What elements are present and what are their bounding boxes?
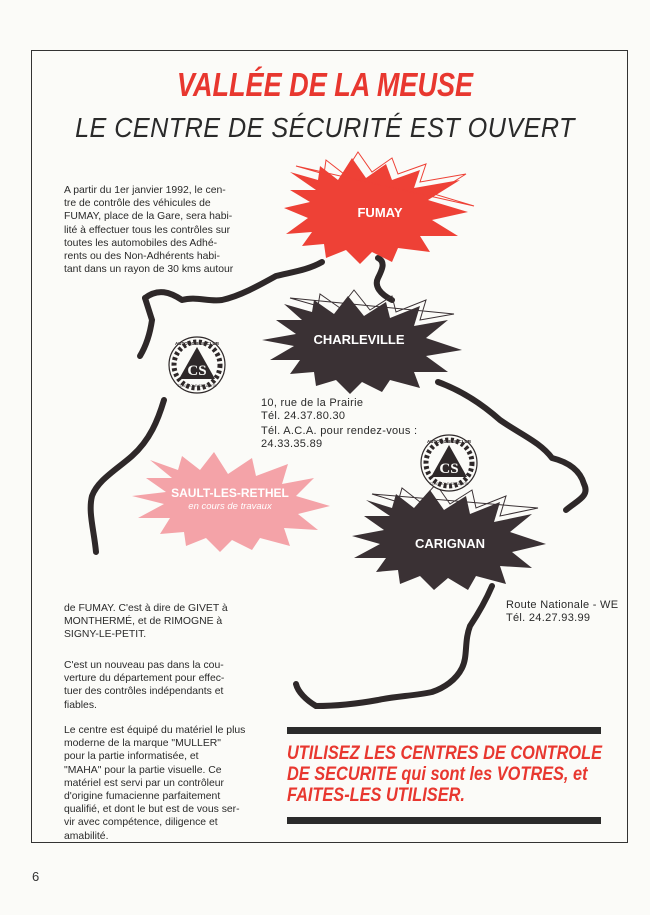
equipment-line: matériel est servi par un contrôleur [64, 777, 224, 789]
department-border [140, 298, 152, 356]
department-border [296, 586, 492, 706]
step-line: tuer des contrôles indépendants et [64, 686, 224, 698]
sault-label: SAULT-LES-RETHEL [171, 486, 289, 500]
continuation-line: MONTHERMÉ, et de RIMOGNE à [64, 616, 223, 628]
step-line: C'est un nouveau pas dans la cou- [64, 660, 224, 671]
charleville-address [261, 397, 461, 423]
page-title: VALLÉE DE LA MEUSE [176, 66, 474, 103]
equipment-line: amabilité. [64, 830, 109, 842]
equipment-line: pour la partie informatisée, et [64, 751, 199, 763]
continuation-line: SIGNY-LE-PETIT. [64, 629, 147, 641]
step-paragraph [64, 659, 248, 712]
appointment-info [261, 425, 461, 451]
callout-line: DE SECURITE qui sont les VOTRES, et [287, 764, 588, 785]
department-border [145, 262, 322, 300]
carignan-street: Route Nationale - WE [506, 599, 619, 611]
intro-line: toutes les automobiles des Adhé- [64, 237, 218, 249]
automobile-club-logo [169, 337, 225, 393]
callout-bottom-rule [287, 817, 601, 824]
callout-line: FAITES-LES UTILISER. [287, 785, 465, 806]
equipment-paragraph [64, 724, 248, 843]
equipment-line: d'origine fumacienne parfaitement [64, 791, 221, 803]
logo-ring-text: AUTOMOBILE CLUB [175, 341, 219, 346]
callout-box [287, 743, 603, 806]
intro-line: tant dans un rayon de 30 kms autour [64, 264, 234, 276]
sault-note: en cours de travaux [188, 501, 272, 512]
step-line: verture du département pour effec- [64, 673, 225, 685]
intro-line: rents ou des Non-Adhérents habi- [64, 251, 220, 263]
equipment-line: qualifié, et dont le but est de vous ser- [64, 804, 240, 816]
equipment-line: vir avec compétence, diligence et [64, 817, 218, 829]
callout-line: UTILISEZ LES CENTRES DE CONTROLE [287, 743, 603, 764]
appointment-phone: 24.33.35.89 [261, 438, 323, 450]
fumay-label: FUMAY [357, 205, 403, 220]
step-line: fiables. [64, 699, 97, 711]
equipment-line: Le centre est équipé du matériel le plus [64, 725, 246, 736]
charleville-label: CHARLEVILLE [313, 332, 405, 347]
logo-ring-text: AUTOMOBILE CLUB [427, 439, 471, 444]
equipment-line: "MAHA" pour la partie visuelle. Ce [64, 764, 222, 776]
department-border [91, 400, 164, 552]
charleville-street: 10, rue de la Prairie [261, 397, 364, 409]
carignan-address [506, 599, 626, 625]
page-number: 6 [32, 869, 40, 884]
intro-line: A partir du 1er janvier 1992, le cen- [64, 185, 226, 196]
callout-top-rule [287, 727, 601, 734]
page-subtitle: LE CENTRE DE SÉCURITÉ EST OUVERT [75, 112, 575, 143]
logo-letters: CS [439, 461, 459, 477]
logo-bottom-text: CONTROLE SECURITE [177, 384, 217, 388]
carignan-phone: Tél. 24.27.93.99 [506, 612, 591, 624]
intro-line: tre de contrôle des véhicules de [64, 198, 211, 210]
continuation-paragraph [64, 602, 248, 642]
logo-bottom-text: CONTROLE SECURITE [429, 482, 469, 486]
appointment-label: Tél. A.C.A. pour rendez-vous : [261, 425, 418, 437]
charleville-phone: Tél. 24.37.80.30 [261, 410, 346, 422]
intro-line: FUMAY, place de la Gare, sera habi- [64, 211, 233, 223]
carignan-label: CARIGNAN [414, 536, 486, 551]
department-border [377, 258, 392, 300]
equipment-line: moderne de la marque "MULLER" [64, 738, 221, 750]
logo-letters: CS [187, 363, 207, 379]
continuation-line: de FUMAY. C'est à dire de GIVET à [64, 603, 228, 614]
intro-line: lité à effectuer tous les contrôles sur [64, 224, 231, 236]
